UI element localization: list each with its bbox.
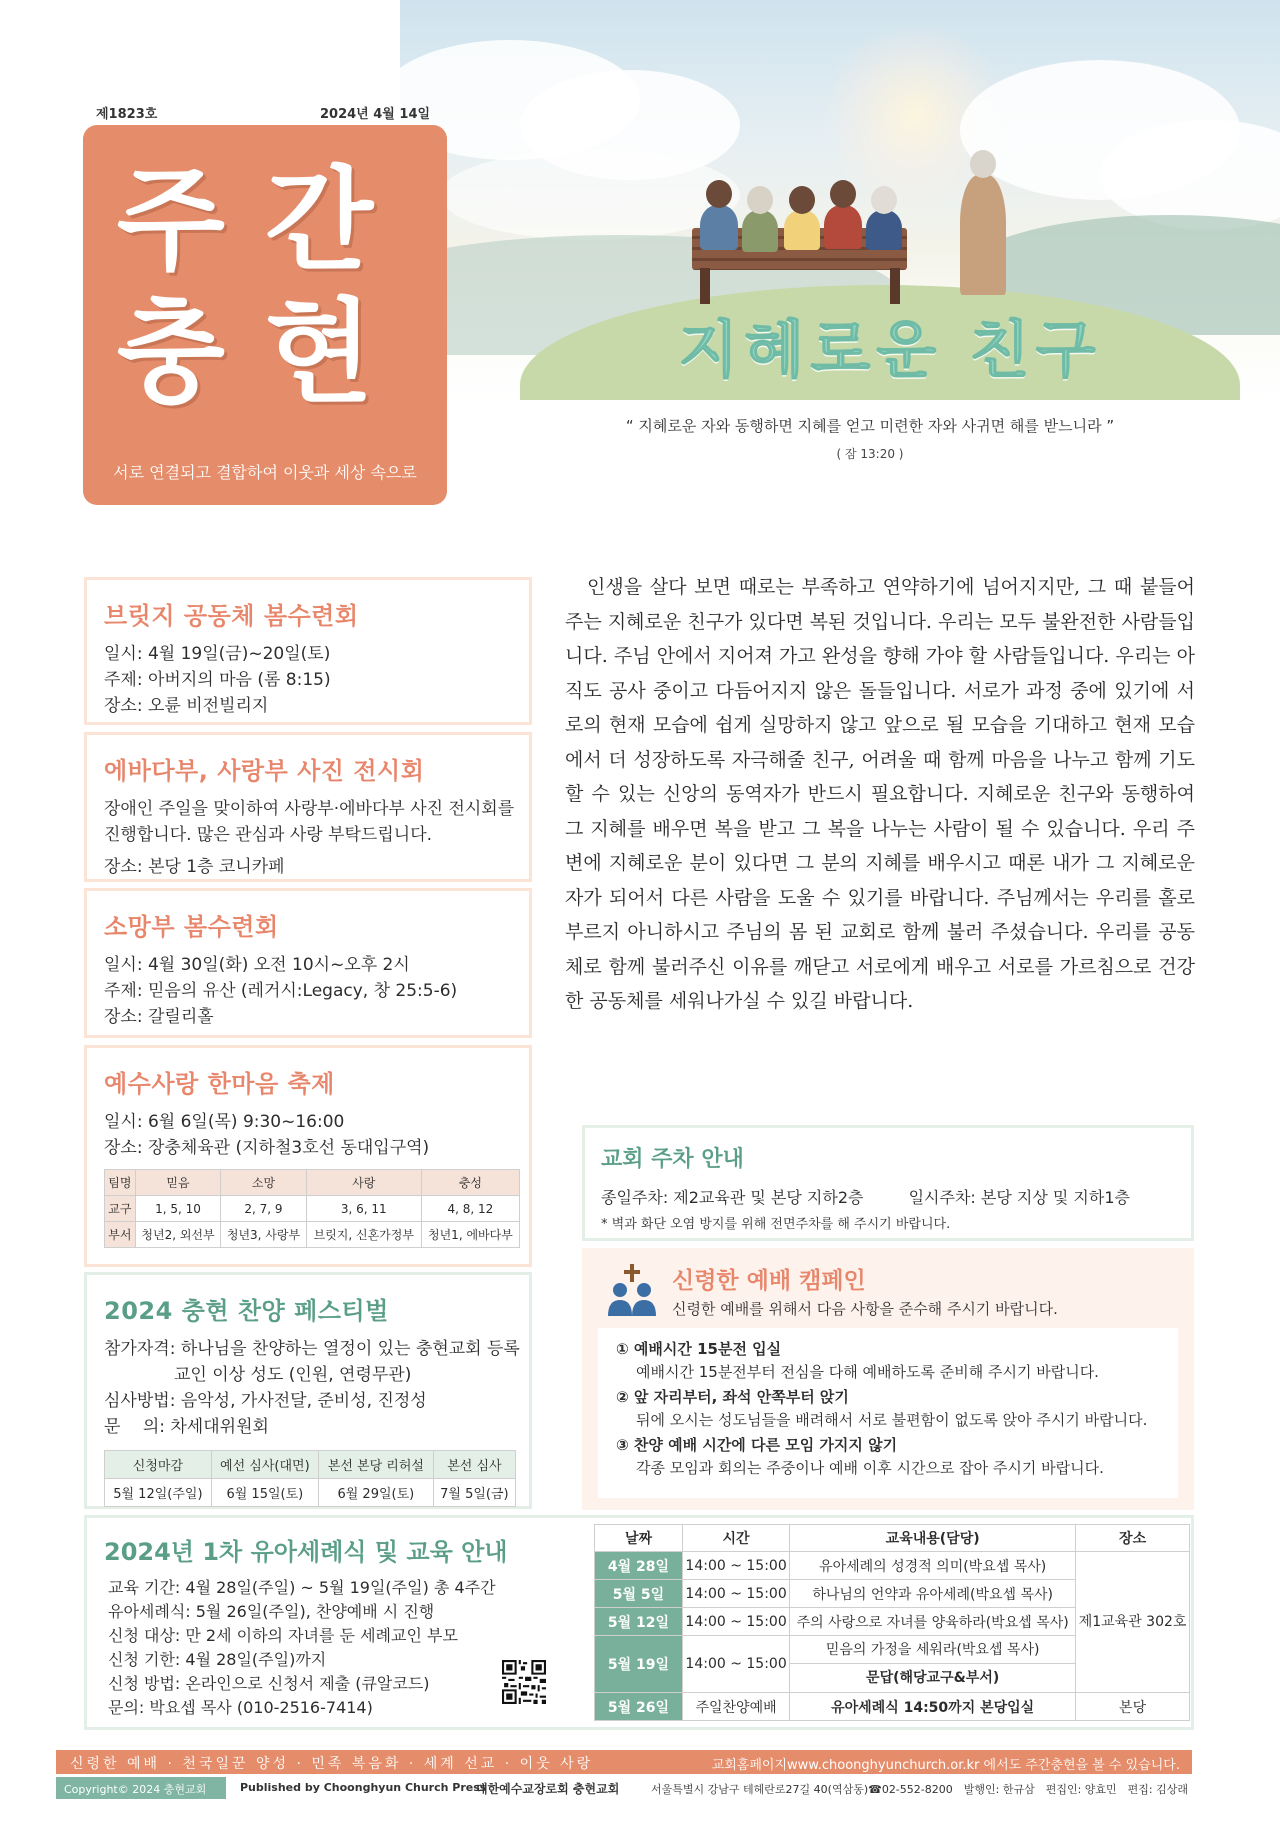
schedule-time: 주일찬양예배 bbox=[683, 1693, 790, 1721]
box-title: 2024년 1차 유아세례식 및 교육 안내 bbox=[104, 1538, 508, 1566]
footer-info bbox=[56, 1777, 1192, 1799]
campaign-item-title: ② 앞 자리부터, 좌석 안쪽부터 앉기 bbox=[616, 1388, 849, 1406]
schedule-date: 4월 28일 bbox=[595, 1552, 683, 1580]
box-title: 에바다부, 사랑부 사진 전시회 bbox=[104, 757, 425, 785]
campaign-intro: 신령한 예배를 위해서 다음 사항을 준수해 주시기 바랍니다. bbox=[672, 1300, 1058, 1318]
schedule-content: 믿음의 가정을 세워라(박요셉 목사) bbox=[790, 1636, 1075, 1664]
schedule-content: 유아세례의 성경적 의미(박요셉 목사) bbox=[790, 1552, 1076, 1580]
table-row bbox=[595, 1693, 1190, 1721]
table-header: 장소 bbox=[1076, 1525, 1190, 1552]
parking-note: * 벽과 화단 오염 방지를 위해 전면주차를 해 주시기 바랍니다. bbox=[601, 1217, 951, 1232]
schedule-content: 유아세례식 14:50까지 본당입실 bbox=[790, 1693, 1076, 1721]
homepage-link[interactable]: 교회홈페이지www.choonghyunchurch.or.kr 에서도 주간충현을 볼 수 있습니다. bbox=[711, 1758, 1180, 1773]
table-header: 신청마감 bbox=[105, 1451, 212, 1479]
table-cell: 청년2, 외선부 bbox=[135, 1222, 220, 1248]
table-cell: 7월 5일(금) bbox=[433, 1479, 515, 1507]
schedule-place: 본당 bbox=[1076, 1693, 1190, 1721]
table-cell: 4, 8, 12 bbox=[421, 1196, 519, 1222]
schedule-date: 5월 26일 bbox=[595, 1693, 683, 1721]
table-row bbox=[105, 1196, 520, 1222]
schedule-time: 14:00 ~ 15:00 bbox=[683, 1608, 790, 1636]
verse-reference: ( 잠 13:20 ) bbox=[836, 447, 904, 461]
qr-code-icon[interactable] bbox=[502, 1660, 546, 1704]
detail-line: 문 의: 차세대위원회 bbox=[104, 1417, 269, 1437]
theme-verse: “ 지혜로운 자와 동행하면 지혜를 얻고 미련한 자와 사귀면 해를 받느니라 ” bbox=[625, 417, 1115, 435]
table-row bbox=[105, 1479, 516, 1507]
detail-line: 심사방법: 음악성, 가사전달, 준비성, 진정성 bbox=[104, 1391, 427, 1411]
campaign-item-title: ③ 찬양 예배 시간에 다른 모임 가지지 않기 bbox=[616, 1436, 898, 1454]
team-table bbox=[104, 1169, 520, 1248]
baptism-education-box bbox=[84, 1515, 1194, 1730]
detail-line: 일시: 4월 19일(금)~20일(토) bbox=[104, 644, 331, 664]
detail-line: 주제: 아버지의 마음 (롬 8:15) bbox=[104, 670, 331, 690]
table-header: 믿음 bbox=[135, 1170, 220, 1196]
parking-temporary: 일시주차: 본당 지상 및 지하1층 bbox=[908, 1188, 1130, 1207]
detail-line: 장소: 오륜 비전빌리지 bbox=[104, 696, 269, 716]
campaign-title: 신령한 예배 캠페인 bbox=[672, 1268, 866, 1294]
schedule-date: 5월 5일 bbox=[595, 1580, 683, 1608]
table-cell: 6월 15일(토) bbox=[211, 1479, 318, 1507]
baptism-schedule-table bbox=[594, 1524, 1190, 1721]
worship-campaign bbox=[582, 1248, 1194, 1510]
table-header: 소망 bbox=[221, 1170, 306, 1196]
table-header: 교육내용(담당) bbox=[790, 1525, 1076, 1552]
schedule-content: 주의 사랑으로 자녀를 양육하라(박요셉 목사) bbox=[790, 1608, 1076, 1636]
detail-line: 장소: 장충체육관 (지하철3호선 동대입구역) bbox=[104, 1138, 430, 1158]
campaign-item-title: ① 예배시간 15분전 입실 bbox=[616, 1340, 782, 1358]
table-row bbox=[105, 1222, 520, 1248]
table-cell: 부서 bbox=[105, 1222, 136, 1248]
box-title: 2024 충현 찬양 페스티벌 bbox=[104, 1297, 389, 1325]
detail-line: 문의: 박요셉 목사 (010-2516-7414) bbox=[108, 1698, 373, 1717]
copyright: Copyright© 2024 충현교회 bbox=[56, 1777, 226, 1799]
table-header: 날짜 bbox=[595, 1525, 683, 1552]
schedule-content: 문답(해당교구&부서) bbox=[866, 1670, 1000, 1686]
detail-line: 교육 기간: 4월 28일(주일) ~ 5월 19일(주일) 총 4주간 bbox=[108, 1578, 496, 1597]
schedule-content: 하나님의 언약과 유아세례(박요셉 목사) bbox=[790, 1580, 1076, 1608]
parking-all-day: 종일주차: 제2교육관 및 본당 지하2층 bbox=[601, 1188, 864, 1207]
box-title: 예수사랑 한마음 축제 bbox=[104, 1070, 335, 1098]
table-header: 팀명 bbox=[105, 1170, 136, 1196]
title-line2: 충현 bbox=[116, 288, 414, 418]
table-cell: 교구 bbox=[105, 1196, 136, 1222]
table-cell: 2, 7, 9 bbox=[221, 1196, 306, 1222]
church-address: 서울특별시 강남구 테헤란로27길 40(역삼동)☎02-552-8200 발행인: 한규삼 편집인: 양효민 편집: 김상래 bbox=[651, 1783, 1188, 1796]
somang-retreat-box bbox=[84, 888, 532, 1038]
table-cell: 청년1, 에바다부 bbox=[421, 1222, 519, 1248]
bridge-retreat-box bbox=[84, 577, 532, 725]
box-title: 소망부 봄수련회 bbox=[104, 913, 279, 941]
detail-line: 교인 이상 성도 (인원, 연령무관) bbox=[174, 1365, 412, 1385]
detail-line: 신청 기한: 4월 28일(주일)까지 bbox=[108, 1650, 327, 1669]
publisher: Published by Choonghyun Church Press bbox=[240, 1781, 487, 1794]
table-header: 사랑 bbox=[306, 1170, 421, 1196]
schedule-time: 14:00 ~ 15:00 bbox=[683, 1580, 790, 1608]
table-cell: 브릿지, 신혼가정부 bbox=[306, 1222, 421, 1248]
table-cell: 5월 12일(주일) bbox=[105, 1479, 212, 1507]
detail-line: 일시: 4월 30일(화) 오전 10시~오후 2시 bbox=[104, 955, 410, 975]
schedule-time: 14:00 ~ 15:00 bbox=[683, 1552, 790, 1580]
table-header: 본선 본당 리허설 bbox=[318, 1451, 433, 1479]
table-cell: 3, 6, 11 bbox=[306, 1196, 421, 1222]
table-header: 예선 심사(대면) bbox=[211, 1451, 318, 1479]
detail-line: 참가자격: 하나님을 찬양하는 열정이 있는 충현교회 등록 bbox=[104, 1339, 520, 1359]
detail-paragraph: 장애인 주일을 맞이하여 사랑부·에바다부 사진 전시회를 진행합니다. 많은 관심과 사랑 부탁드립니다. bbox=[104, 799, 515, 845]
table-header: 본선 심사 bbox=[433, 1451, 515, 1479]
praise-festival-box bbox=[84, 1272, 532, 1509]
festival-box bbox=[84, 1045, 532, 1267]
schedule-date: 5월 19일 bbox=[595, 1636, 683, 1693]
campaign-item-desc: 각종 모임과 회의는 주중이나 예배 이후 시간으로 잡아 주시기 바랍니다. bbox=[636, 1459, 1104, 1477]
table-cell: 1, 5, 10 bbox=[135, 1196, 220, 1222]
table-cell: 6월 29일(토) bbox=[318, 1479, 433, 1507]
schedule-date: 5월 12일 bbox=[595, 1608, 683, 1636]
detail-line: 신청 방법: 온라인으로 신청서 제출 (큐알코드) bbox=[108, 1674, 430, 1693]
box-title: 브릿지 공동체 봄수련회 bbox=[104, 602, 359, 630]
issue-date: 2024년 4월 14일 bbox=[320, 107, 431, 122]
main-article: 인생을 살다 보면 때로는 부족하고 연약하기에 넘어지지만, 그 때 붙들어주는 지혜로운 친구가 있다면 복된 것입니다. 우리는 모두 불완전한 사람들입니다. 주님 안에서 지어져 가고 완성을 향해 가야 할 사람들입니다. 우리는 아직도 공사 중이고 다듬어지지 않은 돌들입니다. 서로가 과정 중에 있기에 서로의 현재 모습에 쉽게 실망하지 않고 앞으로 될 모습을 기대하고 현재 모습에서 더 성장하도록 자극해줄 친구, 어려울 때 함께 마음을 나누고 함께 기도할 수 있는 신앙의 동역자가 반드시 필요합니다. 지혜로운 친구와 동행하여 그 지혜를 배우면 복을 받고 그 복을 나누는 사람이 될 수 있습니다. 우리 주변에 지혜로운 분이 있다면 그 분의 지혜를 배우시고 때론 내가 그 지혜로운 자가 되어서 다른 사람을 도울 수 있기를 바랍니다. 주님께서는 우리를 홀로 부르지 아니하시고 주님의 몸 된 교회로 함께 불러 주셨습니다. 우리를 공동체로 함께 불러주신 이유를 깨닫고 서로에게 배우고 서로를 가르침으로 건강한 공동체를 세워나가실 수 있길 바랍니다. bbox=[565, 576, 1195, 1012]
schedule-time: 14:00 ~ 15:00 bbox=[683, 1636, 790, 1693]
issue-number: 제1823호 bbox=[96, 107, 158, 122]
table-cell: 청년3, 사랑부 bbox=[221, 1222, 306, 1248]
theme-title: 지혜로운 친구 bbox=[678, 313, 1102, 386]
table-header: 시간 bbox=[683, 1525, 790, 1552]
detail-line: 주제: 믿음의 유산 (레거시:Legacy, 창 25:5-6) bbox=[104, 981, 458, 1001]
subtitle: 서로 연결되고 결합하여 이웃과 세상 속으로 bbox=[113, 463, 417, 482]
box-title: 교회 주차 안내 bbox=[601, 1147, 744, 1172]
footer-slogan-bar bbox=[56, 1750, 1192, 1774]
table-row bbox=[595, 1552, 1190, 1580]
detail-line: 장소: 본당 1층 코니카페 bbox=[104, 857, 285, 877]
praise-schedule-table bbox=[104, 1450, 516, 1507]
praying-people-icon bbox=[604, 1262, 660, 1318]
campaign-item-desc: 예배시간 15분전부터 전심을 다해 예배하도록 준비해 주시기 바랍니다. bbox=[636, 1363, 1099, 1381]
detail-line: 장소: 갈릴리홀 bbox=[104, 1007, 214, 1027]
church-name: 대한예수교장로회 충현교회 bbox=[476, 1782, 620, 1796]
title-block bbox=[83, 125, 447, 505]
detail-line: 일시: 6월 6일(목) 9:30~16:00 bbox=[104, 1112, 345, 1132]
photo-exhibit-box bbox=[84, 732, 532, 882]
table-header: 충성 bbox=[421, 1170, 519, 1196]
title-line1: 주간 bbox=[116, 156, 414, 286]
schedule-place: 제1교육관 302호 bbox=[1076, 1552, 1190, 1693]
detail-line: 신청 대상: 만 2세 이하의 자녀를 둔 세례교인 부모 bbox=[108, 1626, 458, 1645]
campaign-item-desc: 뒤에 오시는 성도님들을 배려해서 서로 불편함이 없도록 앉아 주시기 바랍니다. bbox=[636, 1411, 1148, 1429]
parking-notice bbox=[582, 1125, 1194, 1241]
detail-line: 유아세례식: 5월 26일(주일), 찬양예배 시 진행 bbox=[108, 1602, 435, 1621]
church-slogan: 신령한 예배 · 천국일꾼 양성 · 민족 복음화 · 세계 선교 · 이웃 사랑 bbox=[70, 1756, 594, 1772]
campaign-items bbox=[598, 1328, 1178, 1498]
